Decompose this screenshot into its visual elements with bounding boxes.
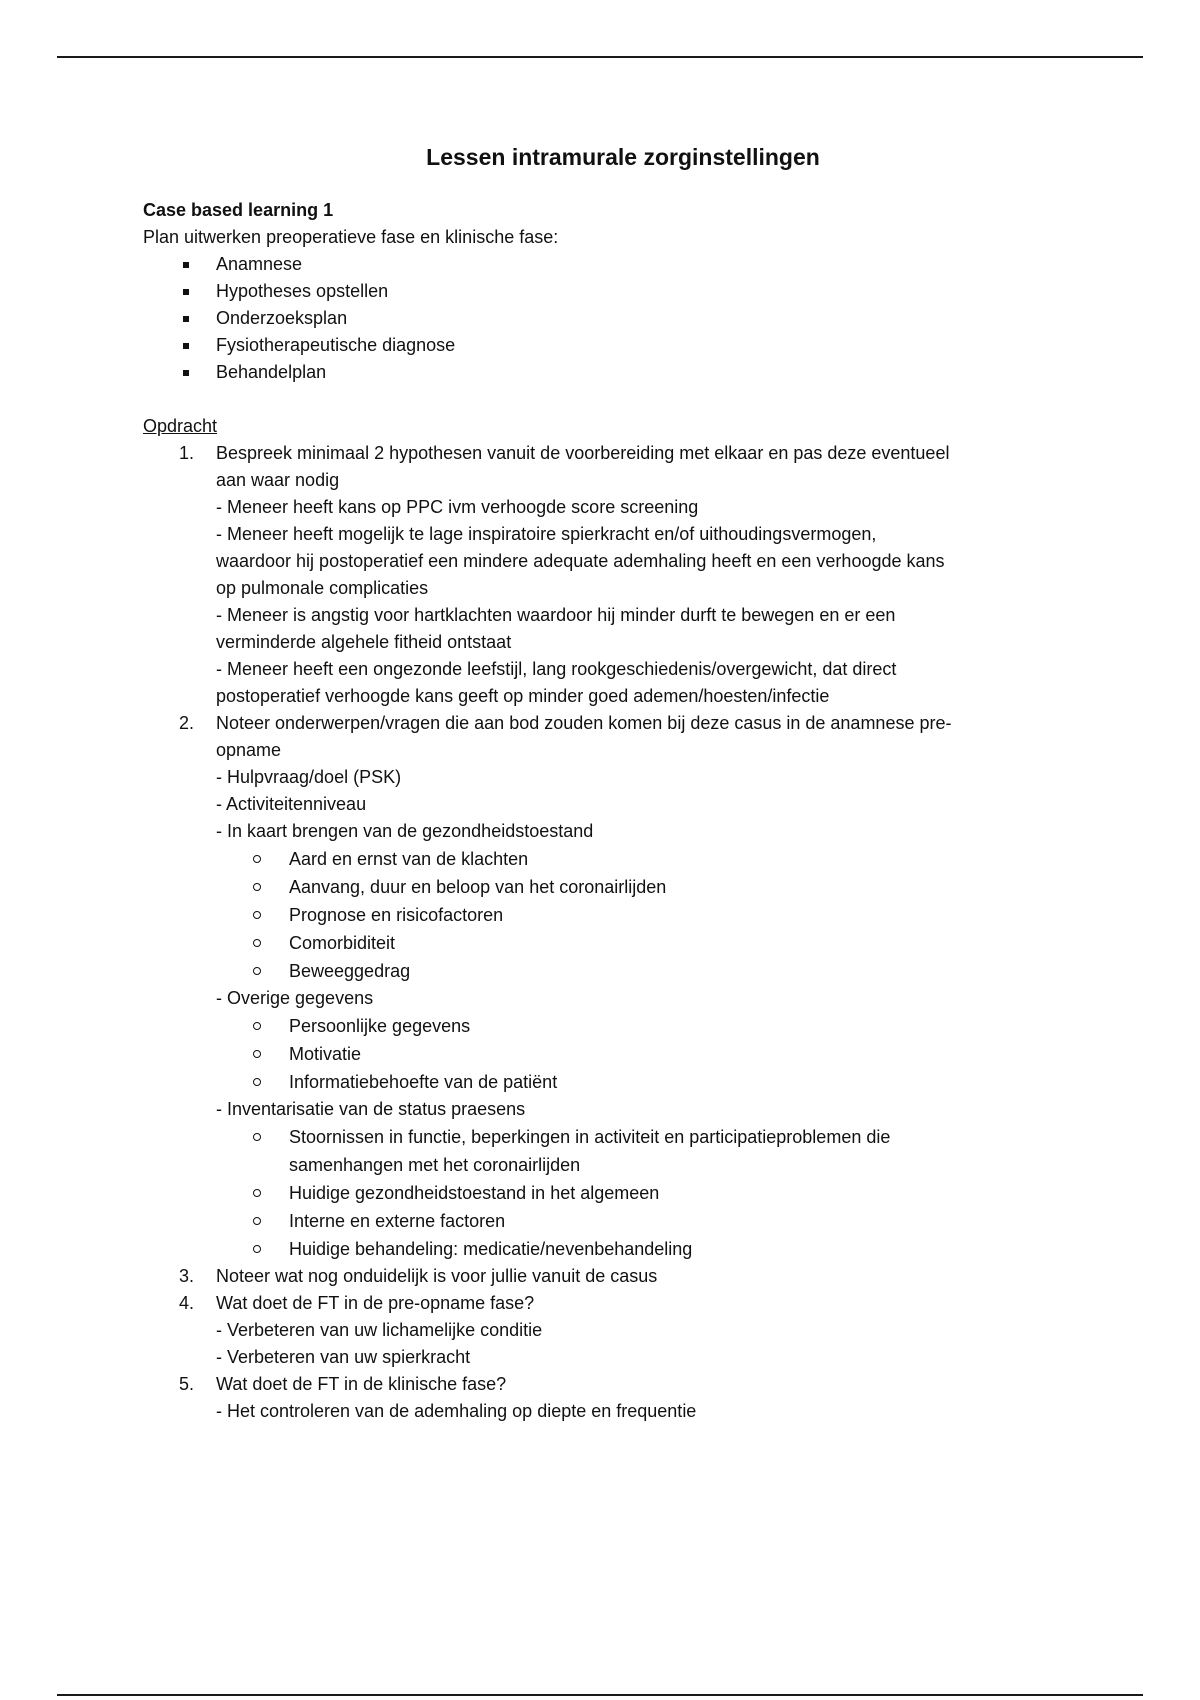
list-item: Aanvang, duur en beloop van het coronairlijden xyxy=(216,873,1063,901)
list-item: Onderzoeksplan xyxy=(143,305,1063,332)
page-title: Lessen intramurale zorginstellingen xyxy=(426,144,820,170)
circle-bullet-icon xyxy=(253,855,261,863)
answer-line: waardoor hij postoperatief een mindere adequate ademhaling heeft en een verhoogde kans xyxy=(216,551,945,571)
question-number: 2. xyxy=(179,713,195,733)
answer-line: - Meneer is angstig voor hartklachten waardoor hij minder durft te bewegen en er een xyxy=(216,605,896,625)
list-item: Motivatie xyxy=(216,1040,1063,1068)
answer-line: op pulmonale complicaties xyxy=(216,578,429,598)
assignment-heading: Opdracht xyxy=(143,416,218,436)
square-bullet-icon xyxy=(183,370,189,376)
list-item: Huidige gezondheidstoestand in het algemeen xyxy=(216,1179,1063,1207)
question-2: 2. Noteer onderwerpen/vragen die aan bod zouden komen bij deze casus in de anamnese pre- opname - Hulpvraag/doel (PSK) - Activiteitenniveau - In kaart brengen van de gezondheidstoestand xyxy=(143,710,1063,845)
square-bullet-icon xyxy=(183,289,189,295)
question-3: 3. Noteer wat nog onduidelijk is voor jullie vanuit de casus xyxy=(143,1263,1063,1290)
answer-line: - Verbeteren van uw spierkracht xyxy=(216,1347,471,1367)
list-item: Prognose en risicofactoren xyxy=(216,901,1063,929)
question-number: 4. xyxy=(179,1293,195,1313)
answer-line: - Overige gegevens xyxy=(216,988,374,1008)
intro-text: Plan uitwerken preoperatieve fase en klinische fase: xyxy=(143,227,559,247)
list-item: Persoonlijke gegevens xyxy=(216,1012,1063,1040)
list-item: Informatiebehoefte van de patiënt xyxy=(216,1068,1063,1096)
circle-bullet-icon xyxy=(253,939,261,947)
answer-line: - Hulpvraag/doel (PSK) xyxy=(216,767,402,787)
section-heading: Case based learning 1 xyxy=(143,200,334,220)
sublist-gezondheid xyxy=(143,845,1063,985)
sublist-overige xyxy=(143,1012,1063,1096)
answer-line: - Meneer heeft kans op PPC ivm verhoogde score screening xyxy=(216,497,699,517)
circle-bullet-icon xyxy=(253,1078,261,1086)
circle-bullet-icon xyxy=(253,1133,261,1141)
list-item: Huidige behandeling: medicatie/nevenbehandeling xyxy=(216,1235,1063,1263)
answer-line: - Verbeteren van uw lichamelijke conditie xyxy=(216,1320,543,1340)
list-item: Fysiotherapeutische diagnose xyxy=(143,332,1063,359)
answer-line: - In kaart brengen van de gezondheidstoestand xyxy=(216,821,594,841)
answer-line: - Meneer heeft mogelijk te lage inspiratoire spierkracht en/of uithoudingsvermogen, xyxy=(216,524,877,544)
circle-bullet-icon xyxy=(253,1245,261,1253)
answer-line: - Inventarisatie van de status praesens xyxy=(216,1099,526,1119)
answer-line: - Meneer heeft een ongezonde leefstijl, lang rookgeschiedenis/overgewicht, dat direct xyxy=(216,659,897,679)
list-item: Beweeggedrag xyxy=(216,957,1063,985)
answer-line: verminderde algehele fitheid ontstaat xyxy=(216,632,512,652)
circle-bullet-icon xyxy=(253,1189,261,1197)
list-item: Stoornissen in functie, beperkingen in activiteit en participatieproblemen die samenhangen met het coronairlijden xyxy=(216,1123,1063,1179)
square-bullet-icon xyxy=(183,343,189,349)
square-bullet-icon xyxy=(183,316,189,322)
circle-bullet-icon xyxy=(253,883,261,891)
question-number: 5. xyxy=(179,1374,195,1394)
list-item: Anamnese xyxy=(143,251,1063,278)
footer-rule xyxy=(57,1694,1143,1696)
document-body xyxy=(143,140,1063,1425)
plan-list xyxy=(143,251,1063,386)
sublist-status xyxy=(143,1123,1063,1263)
question-4: 4. Wat doet de FT in de pre-opname fase? - Verbeteren van uw lichamelijke conditie - Verbeteren van uw spierkracht xyxy=(143,1290,1063,1371)
circle-bullet-icon xyxy=(253,911,261,919)
list-item: Hypotheses opstellen xyxy=(143,278,1063,305)
question-1: 1. Bespreek minimaal 2 hypothesen vanuit de voorbereiding met elkaar en pas deze eventueel aan waar nodig - Meneer heeft kans op PPC ivm verhoogde score screening - Meneer heeft mogelijk te lage inspiratoire spierkracht en/of uithoudingsvermogen, waardoor hij postoperatief een mindere adequate ademhaling heeft en een verhoogde kans op pulmonale complicaties - Meneer is angstig voor hartklachten waardoor hij minder durft te bewegen en er een verminderde algehele fitheid ontstaat - Meneer heeft een ongezonde leefstijl, lang rookgeschiedenis/overgewicht, dat direct postoperatief verhoogde kans geeft op minder goed ademen/hoesten/infectie xyxy=(143,440,1063,710)
header-rule xyxy=(57,56,1143,58)
list-item: Aard en ernst van de klachten xyxy=(216,845,1063,873)
answer-line: - Activiteitenniveau xyxy=(216,794,367,814)
circle-bullet-icon xyxy=(253,1022,261,1030)
circle-bullet-icon xyxy=(253,1217,261,1225)
circle-bullet-icon xyxy=(253,967,261,975)
list-item: Comorbiditeit xyxy=(216,929,1063,957)
circle-bullet-icon xyxy=(253,1050,261,1058)
list-item: Behandelplan xyxy=(143,359,1063,386)
answer-line: postoperatief verhoogde kans geeft op minder goed ademen/hoesten/infectie xyxy=(216,686,830,706)
question-5: 5. Wat doet de FT in de klinische fase? - Het controleren van de ademhaling op diepte en frequentie xyxy=(143,1371,1063,1425)
square-bullet-icon xyxy=(183,262,189,268)
question-number: 3. xyxy=(179,1266,195,1286)
list-item: Interne en externe factoren xyxy=(216,1207,1063,1235)
answer-line: - Het controleren van de ademhaling op diepte en frequentie xyxy=(216,1401,697,1421)
question-number: 1. xyxy=(179,443,195,463)
